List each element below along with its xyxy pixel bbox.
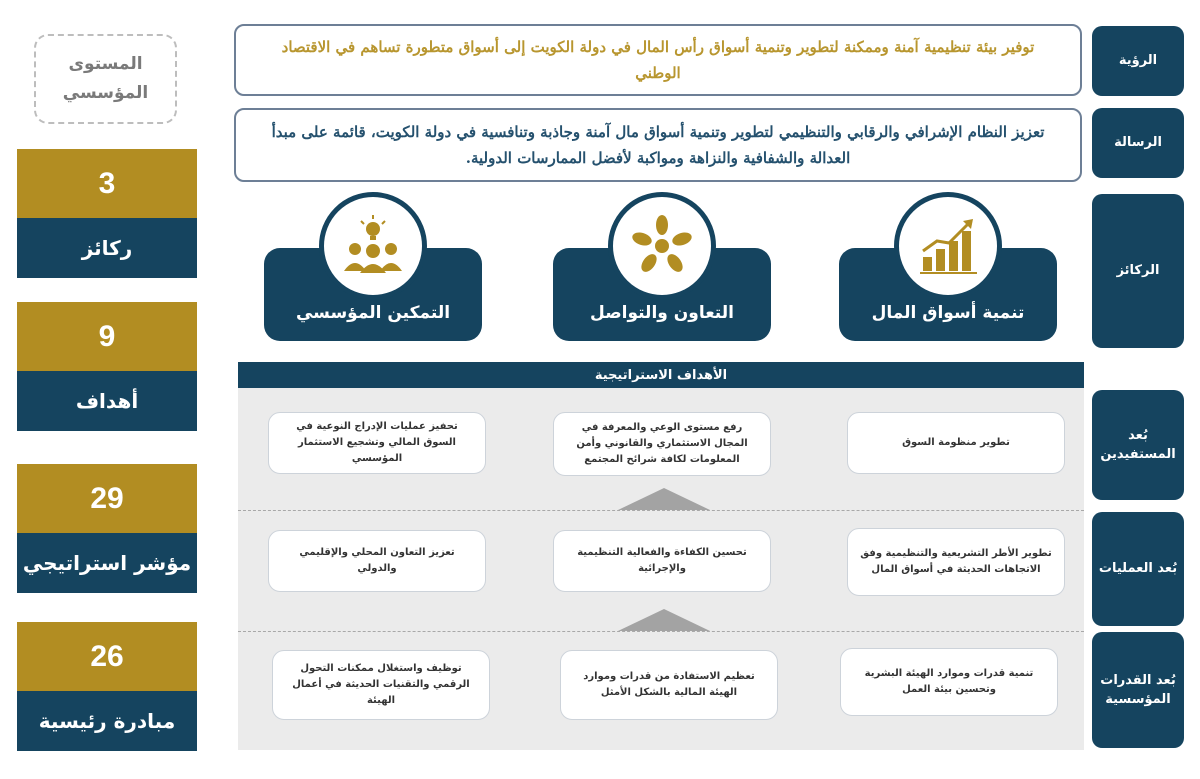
stat-caption: مبادرة رئيسية bbox=[17, 691, 197, 751]
stat-caption: مؤشر استراتيجي bbox=[17, 533, 197, 593]
stat-number: 29 bbox=[17, 464, 197, 533]
label-pillars: الركائز bbox=[1092, 194, 1184, 348]
team-idea-icon bbox=[319, 192, 427, 300]
institutional-level-label: المستوى المؤسسي bbox=[34, 34, 177, 124]
stat-number: 26 bbox=[17, 622, 197, 691]
goal-card: تحفيز عمليات الإدراج النوعية في السوق المالي وتشجيع الاستثمار المؤسسي bbox=[268, 412, 486, 474]
label-capabilities: بُعد القدرات المؤسسية bbox=[1092, 632, 1184, 748]
growth-chart-icon bbox=[894, 192, 1002, 300]
label-operations: بُعد العمليات bbox=[1092, 512, 1184, 626]
mission-statement: تعزيز النظام الإشرافي والرقابي والتنظيمي لتطوير وتنمية أسواق مال آمنة وجاذبة وتنافسية في دولة الكويت، قائمة على مبدأ العدالة والشفافية والنزاهة ومواكبة لأفضل الممارسات الدولية. bbox=[234, 108, 1082, 182]
stat-number: 3 bbox=[17, 149, 197, 218]
goal-card: رفع مستوى الوعي والمعرفة في المجال الاستثماري والقانوني وأمن المعلومات لكافة شرائح المجتمع bbox=[553, 412, 771, 476]
row-divider bbox=[238, 631, 1084, 632]
strategic-goals-header: الأهداف الاستراتيجية bbox=[238, 362, 1084, 388]
goal-card: توظيف واستغلال ممكنات التحول الرقمي والتقنيات الحديثة في أعمال الهيئة bbox=[272, 650, 490, 720]
goal-card: تنمية قدرات وموارد الهيئة البشرية وتحسين بيئة العمل bbox=[840, 648, 1058, 716]
joined-hands-icon bbox=[608, 192, 716, 300]
pillar-title: التعاون والتواصل bbox=[590, 303, 734, 323]
stat-pillars bbox=[17, 149, 197, 278]
pillar-title: التمكين المؤسسي bbox=[295, 303, 451, 323]
goal-card: تطوير الأطر التشريعية والتنظيمية وفق الاتجاهات الحديثة في أسواق المال bbox=[847, 528, 1065, 596]
goal-card: تعزيز التعاون المحلي والإقليمي والدولي bbox=[268, 530, 486, 592]
stat-number: 9 bbox=[17, 302, 197, 371]
goal-card: تعظيم الاستفادة من قدرات وموارد الهيئة المالية بالشكل الأمثل bbox=[560, 650, 778, 720]
pillar-title: تنمية أسواق المال bbox=[871, 303, 1025, 323]
label-beneficiaries: بُعد المستفيدين bbox=[1092, 390, 1184, 500]
stat-caption: ركائز bbox=[17, 218, 197, 278]
goal-card: تحسين الكفاءة والفعالية التنظيمية والإجرائية bbox=[553, 530, 771, 592]
goal-card: تطوير منظومة السوق bbox=[847, 412, 1065, 474]
stat-goals bbox=[17, 302, 197, 431]
up-arrow-triangle bbox=[618, 488, 710, 510]
stat-initiatives bbox=[17, 622, 197, 751]
stat-caption: أهداف bbox=[17, 371, 197, 431]
stat-indicators bbox=[17, 464, 197, 593]
row-divider bbox=[238, 510, 1084, 511]
label-vision: الرؤية bbox=[1092, 26, 1184, 96]
up-arrow-triangle bbox=[618, 609, 710, 631]
label-mission: الرسالة bbox=[1092, 108, 1184, 178]
vision-statement: توفير بيئة تنظيمية آمنة وممكنة لتطوير وتنمية أسواق رأس المال في دولة الكويت إلى أسواق متطورة تساهم في الاقتصاد الوطني bbox=[234, 24, 1082, 96]
